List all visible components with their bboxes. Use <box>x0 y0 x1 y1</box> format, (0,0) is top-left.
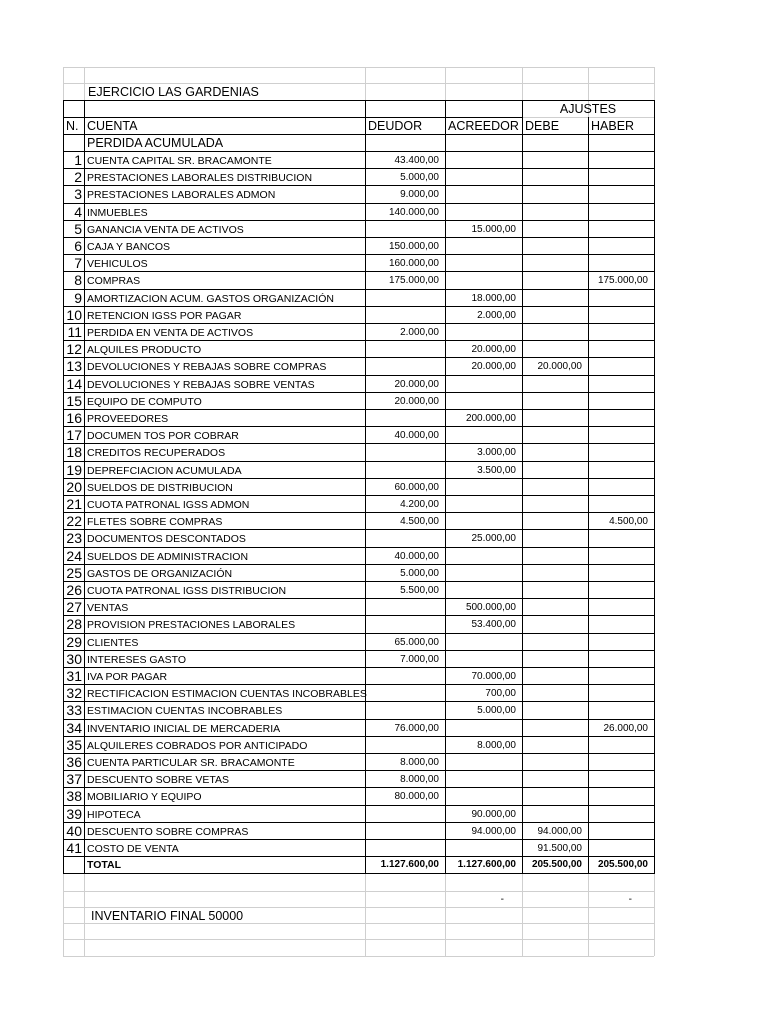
total-deudor: 1.127.600,00 <box>380 859 439 870</box>
amount-deudor: 160.000,00 <box>388 258 439 269</box>
amount-acreedor: 53.400,00 <box>471 619 516 630</box>
dash-haber: - <box>628 894 632 905</box>
amount-deudor: 8.000,00 <box>400 774 439 785</box>
row-number: 36 <box>66 754 82 770</box>
amount-acreedor: 3.500,00 <box>477 465 516 476</box>
account-name: RETENCION IGSS POR PAGAR <box>87 310 242 322</box>
amount-acreedor: 5.000,00 <box>477 705 516 716</box>
row-number: 27 <box>66 599 82 615</box>
row-number: 18 <box>66 444 82 460</box>
table-border <box>63 529 655 530</box>
row-number: 38 <box>66 788 82 804</box>
row-number: 4 <box>74 204 82 220</box>
row-number: 17 <box>66 427 82 443</box>
row-number: 23 <box>66 530 82 546</box>
table-border <box>63 615 655 616</box>
account-name: COSTO DE VENTA <box>87 843 179 855</box>
amount-deudor: 65.000,00 <box>394 637 439 648</box>
account-name: CAJA Y BANCOS <box>87 241 171 253</box>
sheet-title: EJERCICIO LAS GARDENIAS <box>88 85 259 99</box>
row-number: 26 <box>66 582 82 598</box>
account-name: DEVOLUCIONES Y REBAJAS SOBRE VENTAS <box>87 379 315 391</box>
table-border <box>63 547 655 548</box>
table-border <box>63 289 655 290</box>
amount-haber: 4.500,00 <box>609 516 648 527</box>
table-border <box>63 461 655 462</box>
table-border <box>63 151 655 152</box>
table-border <box>63 495 655 496</box>
grid-row-line <box>63 923 654 924</box>
amount-haber: 175.000,00 <box>597 275 648 286</box>
amount-acreedor: 90.000,00 <box>471 809 516 820</box>
table-border <box>63 392 655 393</box>
row-number: 31 <box>66 668 82 684</box>
table-border <box>445 100 446 873</box>
account-name: EQUIPO DE COMPUTO <box>87 396 202 408</box>
amount-deudor: 5.000,00 <box>400 568 439 579</box>
row-number: 32 <box>66 685 82 701</box>
table-border <box>63 856 655 857</box>
amount-deudor: 40.000,00 <box>394 551 439 562</box>
account-name: DOCUMEN TOS POR COBRAR <box>87 430 239 442</box>
amount-deudor: 140.000,00 <box>388 207 439 218</box>
row-number: 5 <box>74 221 82 237</box>
amount-acreedor: 70.000,00 <box>471 671 516 682</box>
table-border <box>63 426 655 427</box>
grid-row-line <box>63 956 654 957</box>
account-name: CUOTA PATRONAL IGSS ADMON <box>87 499 250 511</box>
amount-acreedor: 8.000,00 <box>477 740 516 751</box>
account-name: GANANCIA VENTA DE ACTIVOS <box>87 224 244 236</box>
row-number: 30 <box>66 651 82 667</box>
amount-acreedor: 500.000,00 <box>465 602 516 613</box>
account-name: SUELDOS DE DISTRIBUCION <box>87 482 233 494</box>
table-border <box>63 340 655 341</box>
row-number: 24 <box>66 548 82 564</box>
amount-debe: 94.000,00 <box>537 826 582 837</box>
amount-acreedor: 20.000,00 <box>471 361 516 372</box>
spreadsheet-sheet <box>63 67 655 950</box>
row-number: 35 <box>66 737 82 753</box>
amount-deudor: 43.400,00 <box>394 155 439 166</box>
row-number: 19 <box>66 462 82 478</box>
row-number: 34 <box>66 720 82 736</box>
account-name: ALQUILES PRODUCTO <box>87 344 202 356</box>
table-border <box>63 220 655 221</box>
table-border <box>63 736 655 737</box>
row-number: 2 <box>74 169 82 185</box>
row-number: 39 <box>66 806 82 822</box>
amount-haber: 26.000,00 <box>603 723 648 734</box>
table-border <box>63 822 655 823</box>
amount-acreedor: 700,00 <box>485 688 516 699</box>
account-name: MOBILIARIO Y EQUIPO <box>87 791 202 803</box>
account-name: CUENTA CAPITAL SR. BRACAMONTE <box>87 155 272 167</box>
account-name: PROVEEDORES <box>87 413 169 425</box>
amount-deudor: 5.000,00 <box>400 172 439 183</box>
row-number: 12 <box>66 341 82 357</box>
table-border <box>63 753 655 754</box>
amount-debe: 91.500,00 <box>537 843 582 854</box>
account-name: CLIENTES <box>87 637 139 649</box>
account-name: GASTOS DE ORGANIZACIÓN <box>87 568 233 580</box>
amount-deudor: 80.000,00 <box>394 791 439 802</box>
amount-deudor: 4.200,00 <box>400 499 439 510</box>
grid-row-line <box>63 907 654 908</box>
amount-deudor: 4.500,00 <box>400 516 439 527</box>
row-number: 28 <box>66 616 82 632</box>
amount-deudor: 20.000,00 <box>394 379 439 390</box>
account-name: SUELDOS DE ADMINISTRACION <box>87 551 249 563</box>
account-name: ALQUILERES COBRADOS POR ANTICIPADO <box>87 740 308 752</box>
table-border <box>63 134 655 135</box>
account-name: PERDIDA EN VENTA DE ACTIVOS <box>87 327 254 339</box>
amount-deudor: 150.000,00 <box>388 241 439 252</box>
table-border <box>63 100 655 101</box>
row-number: 14 <box>66 376 82 392</box>
inventario-final-note: INVENTARIO FINAL 50000 <box>91 909 244 923</box>
total-acreedor: 1.127.600,00 <box>457 859 516 870</box>
account-name: INTERESES GASTO <box>87 654 186 666</box>
row-number: 40 <box>66 823 82 839</box>
table-border <box>63 787 655 788</box>
account-name: INVENTARIO INICIAL DE MERCADERIA <box>87 723 281 735</box>
grid-row-line <box>63 83 654 84</box>
account-name: PROVISION PRESTACIONES LABORALES <box>87 619 296 631</box>
row-number: 16 <box>66 410 82 426</box>
table-border <box>63 684 655 685</box>
perdida-acumulada-label: PERDIDA ACUMULADA <box>87 136 224 150</box>
amount-acreedor: 200.000,00 <box>465 413 516 424</box>
table-border <box>63 512 655 513</box>
amount-debe: 20.000,00 <box>537 361 582 372</box>
amount-deudor: 8.000,00 <box>400 757 439 768</box>
account-name: DEPREFCIACION ACUMULADA <box>87 465 242 477</box>
table-border <box>63 357 655 358</box>
account-name: VEHICULOS <box>87 258 148 270</box>
amount-deudor: 2.000,00 <box>400 327 439 338</box>
total-label: TOTAL <box>87 859 122 871</box>
table-border <box>654 100 655 873</box>
amount-acreedor: 18.000,00 <box>471 293 516 304</box>
table-border <box>63 770 655 771</box>
account-name: HIPOTECA <box>87 809 141 821</box>
header-acreedor: ACREEDOR <box>448 119 519 133</box>
account-name: VENTAS <box>87 602 129 614</box>
header-number: N. <box>66 119 79 133</box>
amount-deudor: 40.000,00 <box>394 430 439 441</box>
row-number: 7 <box>74 255 82 271</box>
amount-acreedor: 25.000,00 <box>471 533 516 544</box>
table-border <box>63 650 655 651</box>
row-number: 20 <box>66 479 82 495</box>
row-number: 10 <box>66 307 82 323</box>
account-name: FLETES SOBRE COMPRAS <box>87 516 223 528</box>
table-border <box>63 203 655 204</box>
account-name: CUOTA PATRONAL IGSS DISTRIBUCION <box>87 585 287 597</box>
account-name: CREDITOS RECUPERADOS <box>87 447 226 459</box>
table-border <box>63 633 655 634</box>
table-border <box>63 805 655 806</box>
amount-acreedor: 15.000,00 <box>471 224 516 235</box>
row-number: 29 <box>66 634 82 650</box>
row-number: 25 <box>66 565 82 581</box>
header-debe: DEBE <box>525 119 560 133</box>
amount-deudor: 20.000,00 <box>394 396 439 407</box>
table-border <box>63 581 655 582</box>
account-name: PRESTACIONES LABORALES ADMON <box>87 189 276 201</box>
row-number: 13 <box>66 358 82 374</box>
account-name: DEVOLUCIONES Y REBAJAS SOBRE COMPRAS <box>87 361 327 373</box>
table-border <box>84 100 85 873</box>
row-number: 6 <box>74 238 82 254</box>
table-border <box>63 478 655 479</box>
row-number: 9 <box>74 290 82 306</box>
table-border <box>63 254 655 255</box>
grid-row-line <box>63 891 654 892</box>
grid-row-line <box>63 67 654 68</box>
amount-acreedor: 2.000,00 <box>477 310 516 321</box>
row-number: 33 <box>66 702 82 718</box>
row-number: 3 <box>74 186 82 202</box>
header-deudor: DEUDOR <box>368 119 423 133</box>
amount-acreedor: 20.000,00 <box>471 344 516 355</box>
amount-deudor: 5.500,00 <box>400 585 439 596</box>
table-border <box>63 271 655 272</box>
account-name: AMORTIZACION ACUM. GASTOS ORGANIZACIÓN <box>87 293 334 305</box>
table-border <box>63 375 655 376</box>
row-number: 37 <box>66 771 82 787</box>
row-number: 21 <box>66 496 82 512</box>
table-border <box>63 873 655 874</box>
account-name: COMPRAS <box>87 275 141 287</box>
table-border <box>63 667 655 668</box>
row-number: 11 <box>67 324 82 340</box>
total-debe: 205.500,00 <box>531 859 582 870</box>
table-border <box>63 323 655 324</box>
account-name: INMUEBLES <box>87 207 148 219</box>
row-number: 1 <box>74 152 82 168</box>
amount-deudor: 7.000,00 <box>400 654 439 665</box>
account-name: DOCUMENTOS DESCONTADOS <box>87 533 246 545</box>
grid-row-line <box>63 939 654 940</box>
amount-deudor: 60.000,00 <box>394 482 439 493</box>
row-number: 8 <box>74 272 82 288</box>
account-name: RECTIFICACION ESTIMACION CUENTAS INCOBRABLES <box>87 688 367 700</box>
table-border <box>63 117 522 118</box>
row-number: 41 <box>66 840 82 856</box>
account-name: PRESTACIONES LABORALES DISTRIBUCION <box>87 172 313 184</box>
table-border <box>63 443 655 444</box>
amount-deudor: 9.000,00 <box>400 189 439 200</box>
table-border <box>63 168 655 169</box>
row-number: 22 <box>66 513 82 529</box>
header-cuenta: CUENTA <box>87 119 138 133</box>
amount-acreedor: 3.000,00 <box>477 447 516 458</box>
table-border <box>63 701 655 702</box>
table-border <box>63 839 655 840</box>
table-border <box>63 719 655 720</box>
account-name: DESCUENTO SOBRE VETAS <box>87 774 229 786</box>
table-border <box>63 185 655 186</box>
account-name: ESTIMACION CUENTAS INCOBRABLES <box>87 705 283 717</box>
table-border <box>63 598 655 599</box>
table-border <box>522 100 523 873</box>
total-haber: 205.500,00 <box>597 859 648 870</box>
header-haber: HABER <box>591 119 635 133</box>
account-name: CUENTA PARTICULAR SR. BRACAMONTE <box>87 757 295 769</box>
amount-deudor: 76.000,00 <box>394 723 439 734</box>
table-border <box>63 306 655 307</box>
row-number: 15 <box>66 393 82 409</box>
account-name: IVA POR PAGAR <box>87 671 168 683</box>
table-border <box>63 564 655 565</box>
amount-deudor: 175.000,00 <box>388 275 439 286</box>
amount-acreedor: 94.000,00 <box>471 826 516 837</box>
header-ajustes: AJUSTES <box>559 102 617 116</box>
dash-acreedor: - <box>500 894 504 905</box>
account-name: DESCUENTO SOBRE COMPRAS <box>87 826 249 838</box>
table-border <box>63 409 655 410</box>
table-border <box>63 237 655 238</box>
